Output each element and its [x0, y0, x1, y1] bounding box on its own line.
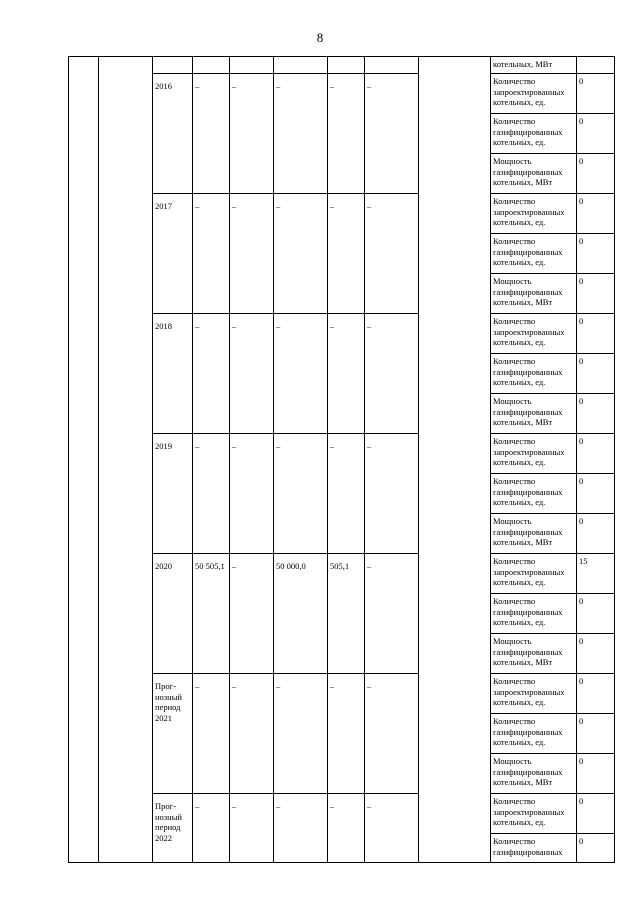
funding-cell: –	[328, 314, 365, 434]
year-cell: 2016	[153, 74, 193, 194]
funding-cell: –	[328, 674, 365, 794]
indicator-value-cell: 0	[577, 474, 615, 514]
year-cell: 2020	[153, 554, 193, 674]
indicator-cell: Количество газифицированных котельных, ед.	[491, 474, 577, 514]
indicator-cell: Количество запроектированных котельных, ед.	[491, 554, 577, 594]
indicator-cell: Мощность газифицированных котельных, МВт	[491, 634, 577, 674]
year-cell: 2018	[153, 314, 193, 434]
indicator-cell: Мощность газифицированных котельных, МВт	[491, 274, 577, 314]
funding-cell: –	[328, 194, 365, 314]
funding-cell: –	[230, 314, 274, 434]
funding-cell: –	[365, 554, 419, 674]
year-cell: Прог-нозный период 2022	[153, 794, 193, 863]
funding-cell: 50 000,0	[274, 554, 328, 674]
funding-cell: –	[274, 674, 328, 794]
funding-cell: –	[193, 794, 230, 863]
funding-cell: 50 505,1	[193, 554, 230, 674]
blank-col-1	[69, 57, 99, 863]
indicator-cell: Количество запроектированных котельных, ед.	[491, 194, 577, 234]
indicator-cell: Количество запроектированных котельных, ед.	[491, 674, 577, 714]
indicator-value-cell: 0	[577, 674, 615, 714]
indicator-value-cell: 0	[577, 714, 615, 754]
indicator-value-cell: 0	[577, 354, 615, 394]
funding-cell: –	[230, 794, 274, 863]
funding-cell: –	[365, 434, 419, 554]
funding-cell: –	[274, 314, 328, 434]
program-table	[68, 56, 615, 863]
indicator-cell: Количество запроектированных котельных, ед.	[491, 74, 577, 114]
funding-cell: –	[365, 74, 419, 194]
indicator-cell: Количество запроектированных котельных, ед.	[491, 434, 577, 474]
indicator-cell: Мощность газифицированных котельных, МВт	[491, 514, 577, 554]
funding-cell: –	[274, 194, 328, 314]
indicator-cell: Количество газифицированных котельных, ед.	[491, 234, 577, 274]
indicator-cell: Количество газифицированных	[491, 834, 577, 863]
funding-cell: –	[230, 74, 274, 194]
funding-cell: –	[193, 314, 230, 434]
funding-cell: –	[328, 74, 365, 194]
funding-cell: 505,1	[328, 554, 365, 674]
funding-cell: –	[230, 674, 274, 794]
indicator-value-cell: 0	[577, 594, 615, 634]
indicator-value-cell: 0	[577, 754, 615, 794]
indicator-value-cell: 0	[577, 274, 615, 314]
funding-cell: –	[193, 194, 230, 314]
funding-cell: –	[230, 194, 274, 314]
indicator-cell: Количество газифицированных котельных, ед.	[491, 714, 577, 754]
indicator-value-cell: 0	[577, 114, 615, 154]
funding-cell: –	[230, 434, 274, 554]
funding-cell: –	[274, 794, 328, 863]
indicator-cell: Количество газифицированных котельных, ед.	[491, 594, 577, 634]
indicator-cell: Количество запроектированных котельных, ед.	[491, 794, 577, 834]
indicator-cell: Количество запроектированных котельных, ед.	[491, 314, 577, 354]
funding-cell: –	[365, 794, 419, 863]
funding-cell: –	[365, 194, 419, 314]
funding-cell: –	[365, 314, 419, 434]
funding-cell: –	[193, 434, 230, 554]
page-number: 8	[316, 30, 324, 45]
funding-cell: –	[328, 794, 365, 863]
indicator-value-cell: 0	[577, 314, 615, 354]
indicator-cell: Мощность газифицированных котельных, МВт	[491, 754, 577, 794]
indicator-cell: Количество газифицированных котельных, ед.	[491, 114, 577, 154]
indicator-value-cell: 0	[577, 234, 615, 274]
indicator-value-cell: 0	[577, 394, 615, 434]
indicator-value-cell: 0	[577, 834, 615, 863]
year-cell: 2019	[153, 434, 193, 554]
indicator-cell: Количество газифицированных котельных, ед.	[491, 354, 577, 394]
indicator-cell: Мощность газифицированных котельных, МВт	[491, 154, 577, 194]
funding-cell: –	[328, 434, 365, 554]
indicator-value-cell: 15	[577, 554, 615, 594]
blank-col-9	[419, 57, 491, 863]
funding-cell: –	[193, 674, 230, 794]
blank-col-2	[99, 57, 153, 863]
indicator-cell: котельных, МВт	[491, 57, 577, 74]
indicator-value-cell: 0	[577, 434, 615, 474]
indicator-value-cell: 0	[577, 794, 615, 834]
funding-cell: –	[274, 74, 328, 194]
indicator-value-cell: 0	[577, 74, 615, 114]
indicator-cell: Мощность газифицированных котельных, МВт	[491, 394, 577, 434]
funding-cell: –	[193, 74, 230, 194]
year-cell: 2017	[153, 194, 193, 314]
indicator-value-cell: 0	[577, 514, 615, 554]
funding-cell: –	[365, 674, 419, 794]
year-cell: Прог-нозный период 2021	[153, 674, 193, 794]
indicator-value-cell: 0	[577, 194, 615, 234]
indicator-value-cell: 0	[577, 634, 615, 674]
indicator-value-cell: 0	[577, 154, 615, 194]
funding-cell: –	[230, 554, 274, 674]
funding-cell: –	[274, 434, 328, 554]
